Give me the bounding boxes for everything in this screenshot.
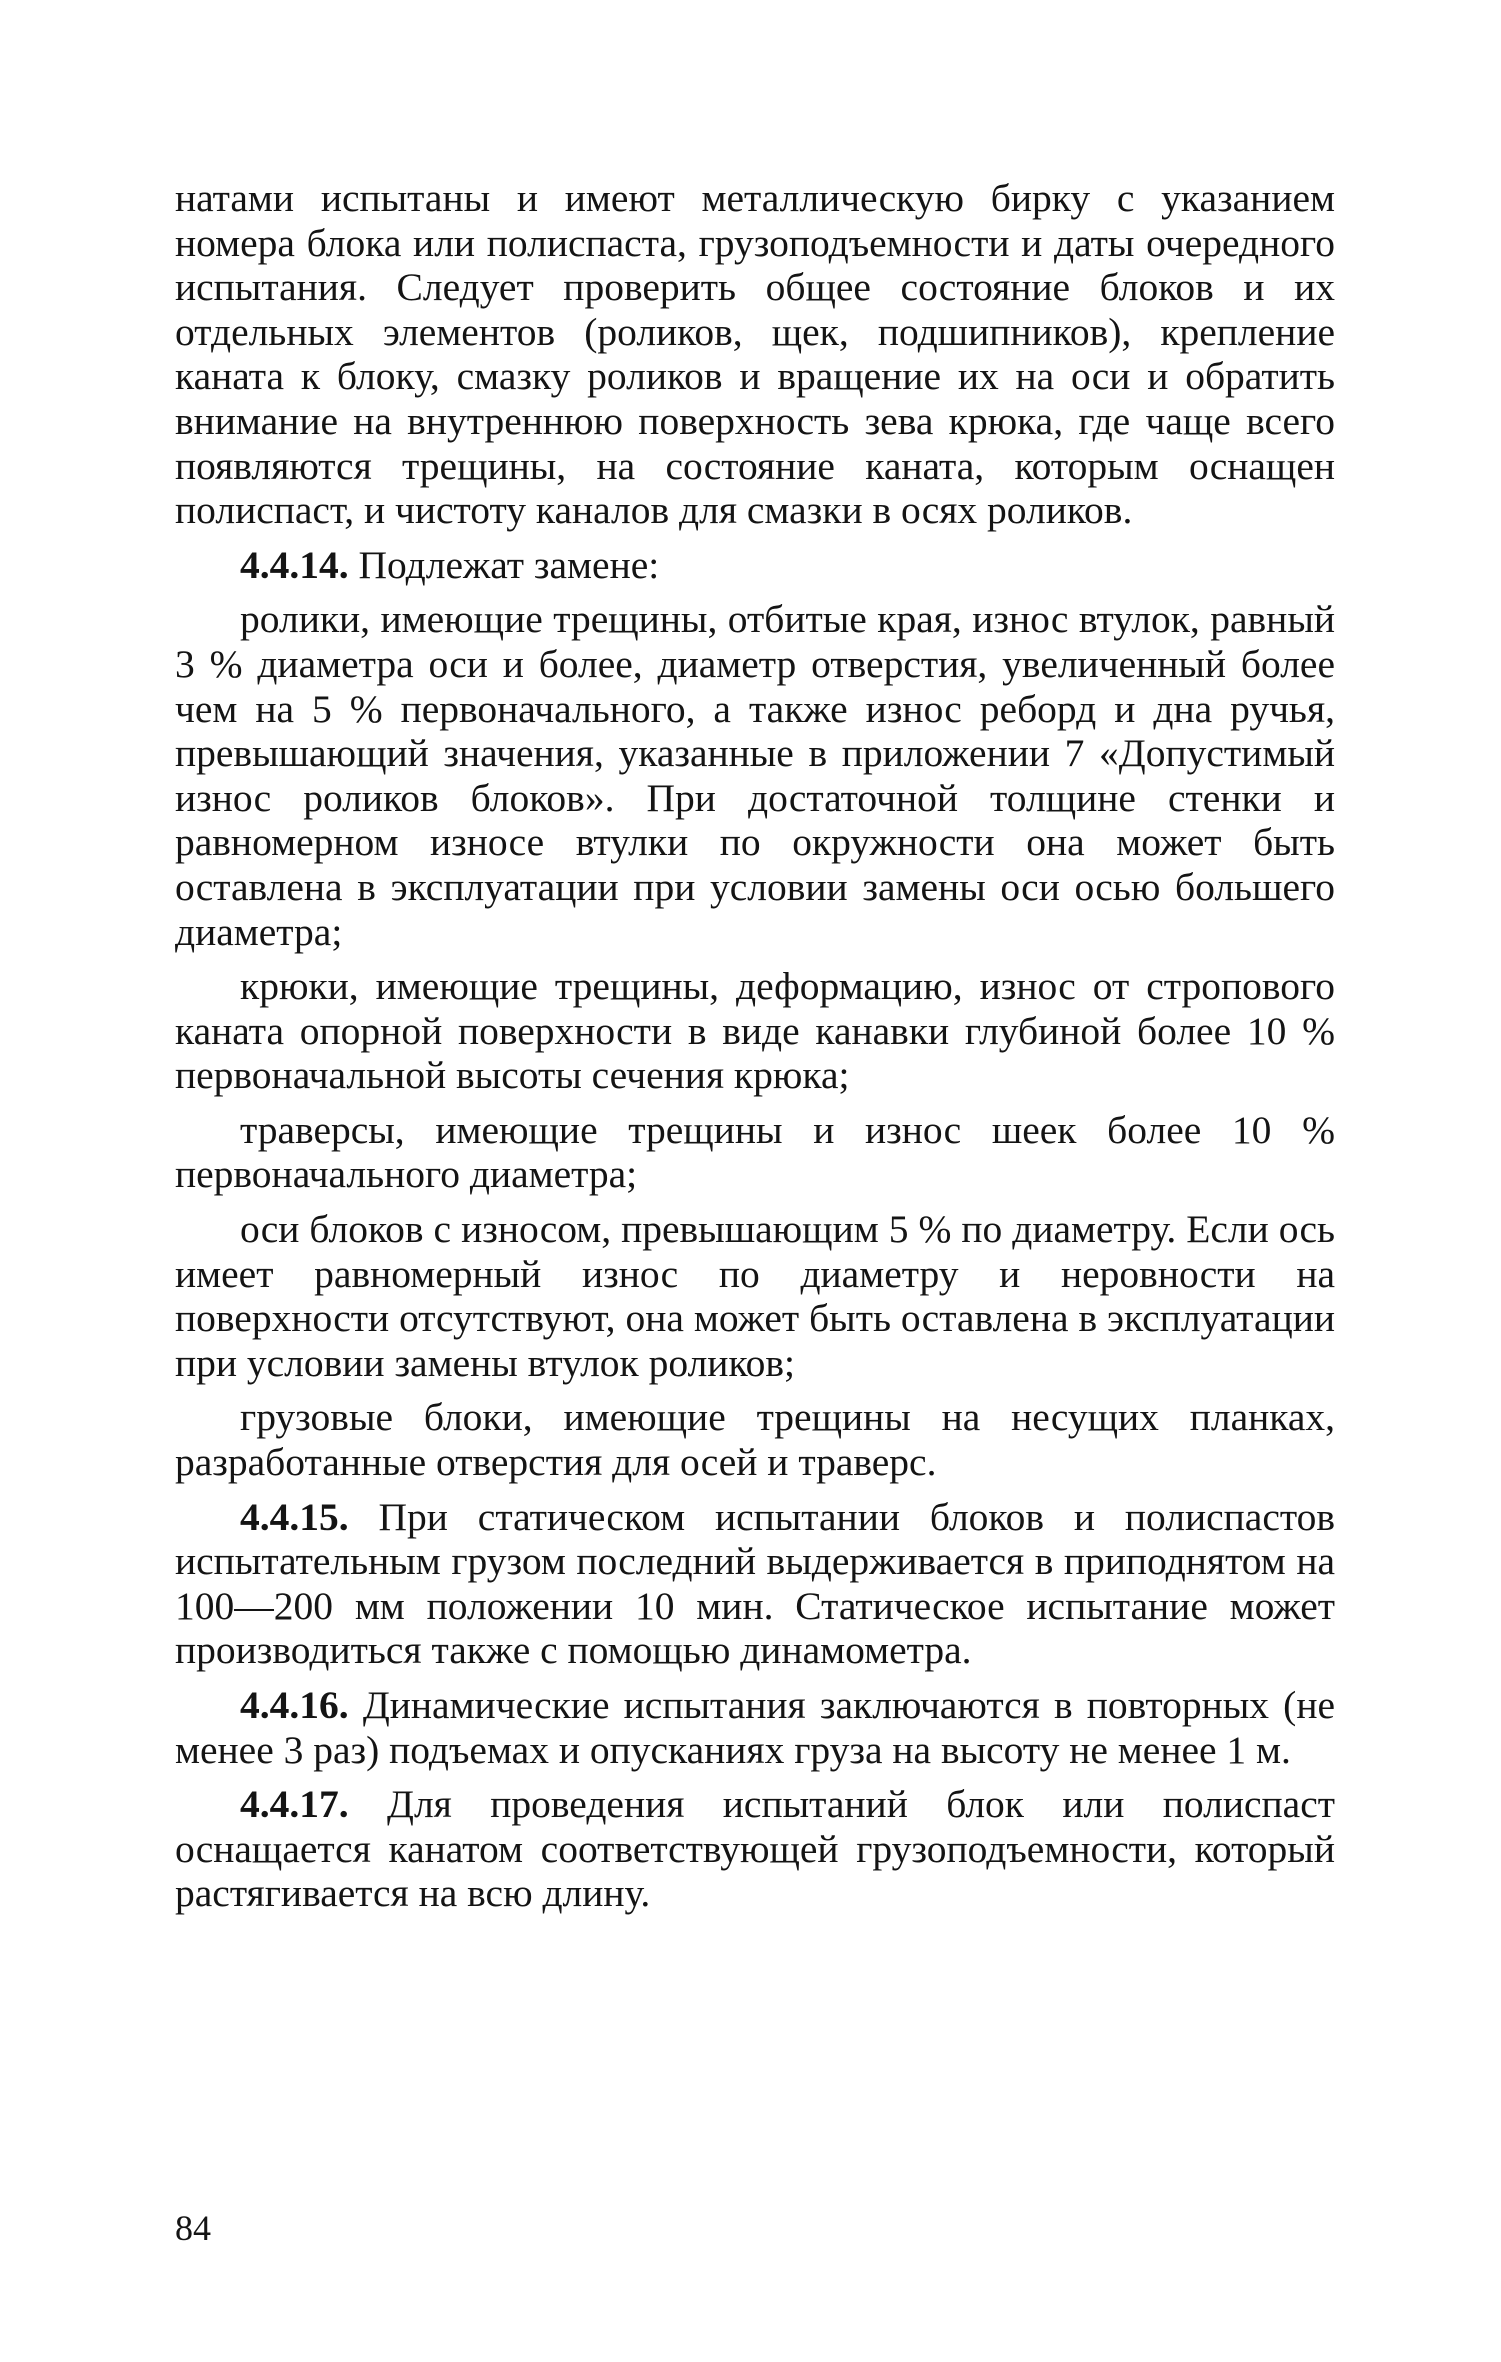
- paragraph-text: ролики, имеющие трещины, отбитые края, износ втулок, равный 3 % диаметра оси и более, диаметр отверстия, увеличенный более чем на 5 % первоначального, а также износ реборд и дна ручья, превышающий значения, указанные в приложении 7 «Допустимый износ роликов блоков». При достаточной толщине стенки и равномерном износе втулки по окружности она может быть оставлена в эксплуатации при условии замены оси осью большего диаметра;: [175, 597, 1335, 954]
- paragraph-continuation: [175, 176, 1335, 533]
- item-rollers: [175, 597, 1335, 954]
- clause-number: 4.4.14.: [240, 542, 349, 587]
- clause-4-4-14: [175, 543, 1335, 588]
- paragraph-text: оси блоков с износом, превышающим 5 % по диаметру. Если ось имеет равномерный износ по диаметру и неровности на поверхности отсутствуют, она может быть оставлена в эксплуатации при условии замены втулок роликов;: [175, 1207, 1335, 1385]
- paragraph-text: Для проведения испытаний блок или полиспаст оснащается канатом соответствующей грузоподъемности, который растягивается на всю длину.: [175, 1782, 1336, 1916]
- paragraph-text: Подлежат замене:: [358, 542, 660, 587]
- paragraph-text: крюки, имеющие трещины, деформацию, износ от стропового каната опорной поверхности в виде канавки глубиной более 10 % первоначальной высоты сечения крюка;: [175, 964, 1335, 1098]
- paragraph-text: Динамические испытания заключаются в повторных (не менее 3 раз) подъемах и опусканиях груза на высоту не менее 1 м.: [175, 1683, 1336, 1772]
- clause-number: 4.4.17.: [240, 1782, 349, 1827]
- clause-4-4-17: [175, 1782, 1335, 1916]
- item-cargo-blocks: [175, 1395, 1335, 1484]
- item-hooks: [175, 964, 1335, 1098]
- clause-4-4-16: [175, 1683, 1335, 1772]
- body-text: [175, 176, 1335, 1926]
- paragraph-text: траверсы, имеющие трещины и износ шеек более 10 % первоначального диаметра;: [175, 1107, 1335, 1197]
- paragraph-text: натами испытаны и имеют металлическую бирку с указанием номера блока или полиспаста, грузоподъемности и даты очередного испытания. Следует проверить общее состояние блоков и их отдельных элементов (роликов, щек, подшипников), крепление каната к блоку, смазку роликов и вращение их на оси и обратить внимание на внутреннюю поверхность зева крюка, где чаще всего появляются трещины, на состояние каната, которым оснащен полиспаст, и чистоту каналов для смазки в осях роликов.: [175, 176, 1335, 533]
- page-number: 84: [175, 2208, 211, 2248]
- paragraph-text: При статическом испытании блоков и полиспастов испытательным грузом последний выдерживается в приподнятом на 100—200 мм положении 10 мин. Статическое испытание может производиться также с помощью динамометра.: [175, 1494, 1335, 1673]
- clause-number: 4.4.15.: [240, 1494, 349, 1539]
- clause-4-4-15: [175, 1495, 1335, 1673]
- item-block-axes: [175, 1207, 1335, 1385]
- clause-number: 4.4.16.: [240, 1683, 349, 1727]
- item-traverses: [175, 1108, 1335, 1197]
- paragraph-text: грузовые блоки, имеющие трещины на несущих планках, разработанные отверстия для осей и траверс.: [175, 1395, 1335, 1485]
